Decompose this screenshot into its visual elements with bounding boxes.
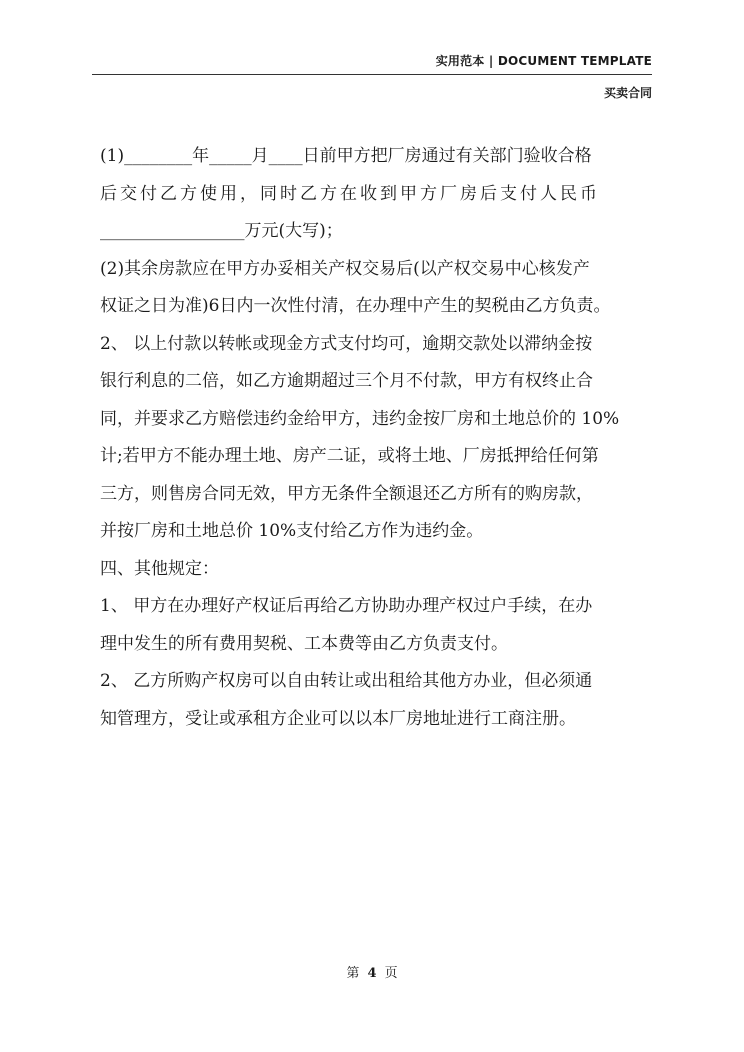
header-divider (92, 74, 652, 75)
text-line-1: (1)________年_____月____日前甲方把厂房通过有关部门验收合格 (100, 146, 592, 166)
footer-suffix: 页 (384, 966, 398, 981)
text-line-6: 2、 以上付款以转帐或现金方式支付均可，逾期交款处以滞纳金按 (100, 333, 593, 354)
page-footer (0, 962, 744, 981)
text-line-10: 三方，则售房合同无效，甲方无条件全额退还乙方所有的购房款， (100, 483, 593, 504)
text-line-16: 知管理方，受让或承租方企业可以以本厂房地址进行工商注册。 (100, 708, 576, 729)
text-line-2: 后交付乙方使用，同时乙方在收到甲方厂房后支付人民币 (100, 183, 600, 204)
text-line-9: 计;若甲方不能办理土地、房产二证，或将土地、厂房抵押给任何第 (100, 446, 599, 466)
text-line-15: 2、 乙方所购产权房可以自由转让或出租给其他方办业，但必须通 (100, 671, 593, 691)
footer-prefix: 第 (346, 966, 360, 981)
page-number: 4 (367, 966, 377, 981)
text-line-5: 权证之日为准)6日内一次性付清，在办理中产生的契税由乙方负责。 (100, 296, 611, 316)
text-line-3: _________________万元(大写)； (100, 221, 343, 241)
text-line-13: 1、 甲方在办理好产权证后再给乙方协助办理产权过户手续，在办 (100, 596, 593, 616)
text-line-14: 理中发生的所有费用契税、工本费等由乙方负责支付。 (100, 633, 508, 654)
text-line-7: 银行利息的二倍，如乙方逾期超过三个月不付款，甲方有权终止合 (100, 371, 593, 391)
text-line-11: 并按厂房和土地总价 10%支付给乙方作为违约金。 (100, 521, 484, 541)
text-line-8: 同，并要求乙方赔偿违约金给甲方，违约金按厂房和土地总价的 10% (100, 408, 620, 429)
document-body (100, 138, 660, 738)
header-title: 实用范本 | DOCUMENT TEMPLATE (435, 54, 652, 68)
section-heading-other-provisions: 四、其他规定： (100, 558, 219, 579)
header-subtitle: 买卖合同 (603, 86, 652, 100)
text-line-4: (2)其余房款应在甲方办妥相关产权交易后(以产权交易中心核发产 (100, 258, 590, 279)
